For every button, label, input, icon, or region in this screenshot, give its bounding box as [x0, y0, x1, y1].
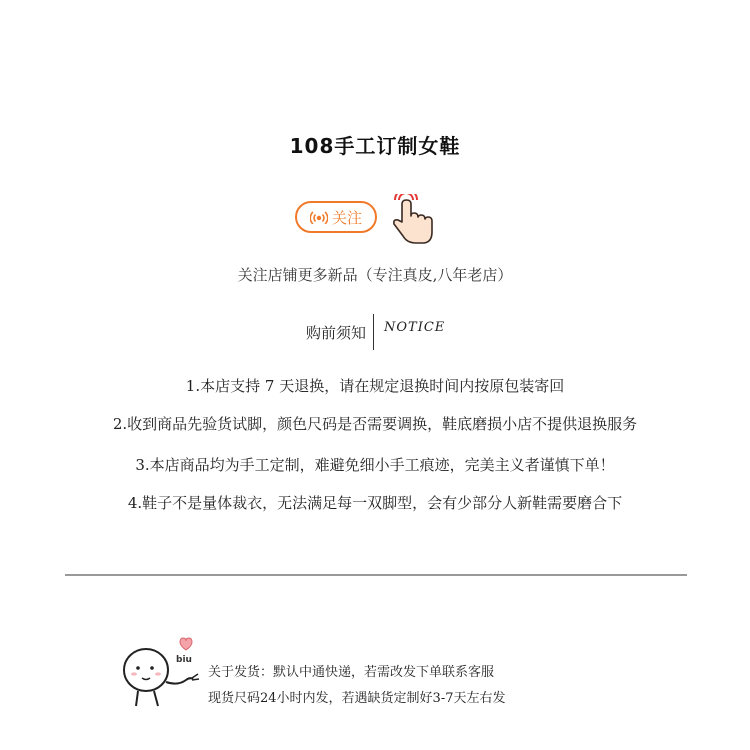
notice-label: 购前须知 [305, 324, 366, 342]
follow-button[interactable] [295, 201, 377, 233]
page-title: 108手工订制女鞋 [289, 134, 461, 158]
rule-2: 2.收到商品先验货试脚，颜色尺码是否需要调换，鞋底磨损小店不提供退换服务 [112, 415, 638, 433]
pointing-hand-icon [390, 194, 438, 250]
section-divider [65, 574, 687, 576]
follow-row [0, 194, 750, 244]
stickman-biu-icon [118, 636, 208, 712]
rule-3: 3.本店商品均为手工定制，难避免细小手工痕迹，完美主义者谨慎下单！ [135, 456, 615, 474]
rule-1: 1.本店支持 7 天退换，请在规定退换时间内按原包装寄回 [185, 377, 565, 395]
rule-4: 4.鞋子不是量体裁衣，无法满足每一双脚型，会有少部分人新鞋需要磨合下 [127, 494, 623, 512]
notice-divider [373, 314, 374, 350]
follow-label: 关注 [331, 208, 362, 227]
shipping-line-1: 关于发货：默认中通快递，若需改发下单联系客服 [208, 665, 495, 680]
biu-badge: biu [176, 655, 192, 665]
shipping-line-2: 现货尺码24小时内发，若遇缺货定制好3-7天左右发 [208, 691, 506, 706]
wifi-signal-icon [310, 210, 328, 224]
store-subtitle: 关注店铺更多新品（专注真皮,八年老店） [237, 266, 513, 284]
notice-en-label: NOTICE [384, 320, 446, 335]
notice-heading [0, 314, 750, 350]
